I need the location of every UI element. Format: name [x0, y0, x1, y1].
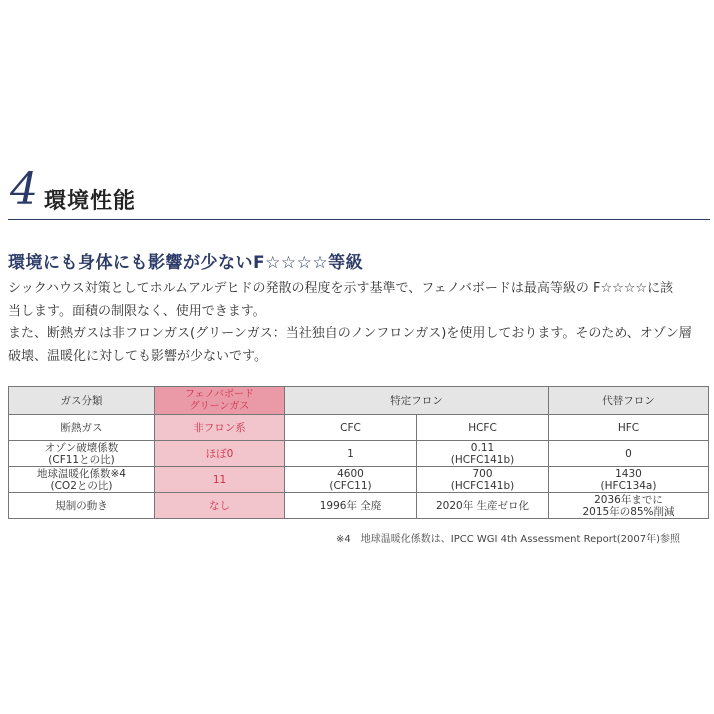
cell-product	[155, 415, 285, 441]
subheading: 環境にも身体にも影響が少ないF☆☆☆☆等級	[8, 253, 364, 273]
row-label	[9, 493, 155, 519]
body-line: シックハウス対策としてホルムアルデヒドの発散の程度を示す基準で、フェノバボードは最高等級の F☆☆☆☆に該	[8, 281, 674, 296]
cell-text: 4600	[337, 467, 364, 480]
header-product	[155, 387, 285, 415]
cell-text: 地球温暖化係数※4	[37, 467, 126, 480]
row-label	[9, 441, 155, 467]
header-specified-freon: 特定フロン	[285, 387, 549, 415]
cell-cfc	[285, 467, 417, 493]
body-line: 当します。面積の制限なく、使用できます。	[8, 303, 266, 319]
table-row	[9, 415, 709, 441]
body-text	[8, 278, 712, 368]
cell-text: 規制の動き	[55, 499, 108, 512]
cell-text: 1996年 全廃	[319, 499, 382, 512]
section-number: 4	[10, 164, 38, 215]
cell-text: ほぼ0	[205, 447, 234, 460]
header-product-line: フェノバボード	[185, 388, 254, 400]
footnote: ※4 地球温暖化係数は、IPCC WGI 4th Assessment Report(2007年)参照	[336, 534, 680, 545]
cell-text: 0	[625, 447, 632, 460]
cell-text: 断熱ガス	[60, 421, 103, 434]
cell-hcfc	[417, 415, 549, 441]
cell-text: HFC	[617, 421, 640, 434]
cell-text: オゾン破壊係数	[44, 441, 119, 454]
cell-text: 2015年の85%削減	[582, 505, 675, 518]
cell-product	[155, 467, 285, 493]
cell-cfc	[285, 441, 417, 467]
section-header	[8, 164, 708, 220]
header-alternative-freon: 代替フロン	[549, 387, 709, 415]
cell-text: 0.11	[470, 441, 495, 454]
cell-text: 非フロン系	[193, 421, 246, 434]
cell-text: 1	[347, 447, 354, 460]
cell-hfc	[549, 415, 709, 441]
cell-cfc	[285, 415, 417, 441]
body-line: 破壊、温暖化に対しても影響が少ないです。	[8, 348, 267, 364]
cell-text: HCFC	[468, 421, 497, 434]
cell-text: (HCFC141b)	[450, 453, 515, 466]
body-line: また、断熱ガスは非フロンガス(グリーンガス：当社独自のノンフロンガス)を使用しております。そのため、オゾン層	[8, 326, 692, 341]
gas-comparison-table	[8, 386, 709, 519]
cell-product	[155, 493, 285, 519]
section-title: 環境性能	[44, 189, 137, 214]
row-label	[9, 467, 155, 493]
cell-text: (CO2との比)	[50, 479, 113, 492]
cell-hcfc	[417, 493, 549, 519]
table-header-row	[9, 387, 709, 415]
section-divider	[8, 219, 710, 220]
cell-hfc	[549, 493, 709, 519]
table-row	[9, 493, 709, 519]
cell-hfc	[549, 441, 709, 467]
cell-hcfc	[417, 441, 549, 467]
cell-text: (CF11との比)	[48, 453, 115, 466]
cell-cfc	[285, 493, 417, 519]
header-product-line: グリーンガス	[189, 400, 250, 412]
cell-hfc	[549, 467, 709, 493]
row-label	[9, 415, 155, 441]
cell-hcfc	[417, 467, 549, 493]
cell-text: 11	[212, 473, 227, 486]
cell-text: (HFC134a)	[600, 479, 657, 492]
cell-text: (CFC11)	[329, 479, 372, 492]
table-row	[9, 467, 709, 493]
cell-text: 2020年 生産ゼロ化	[435, 499, 530, 512]
cell-text: 2036年までに	[594, 493, 663, 506]
cell-product	[155, 441, 285, 467]
header-category: ガス分類	[9, 387, 155, 415]
cell-text: (HCFC141b)	[450, 479, 515, 492]
cell-text: 1430	[615, 467, 642, 480]
cell-text: CFC	[340, 421, 361, 434]
table-row	[9, 441, 709, 467]
cell-text: 700	[472, 467, 493, 480]
cell-text: なし	[209, 499, 230, 512]
